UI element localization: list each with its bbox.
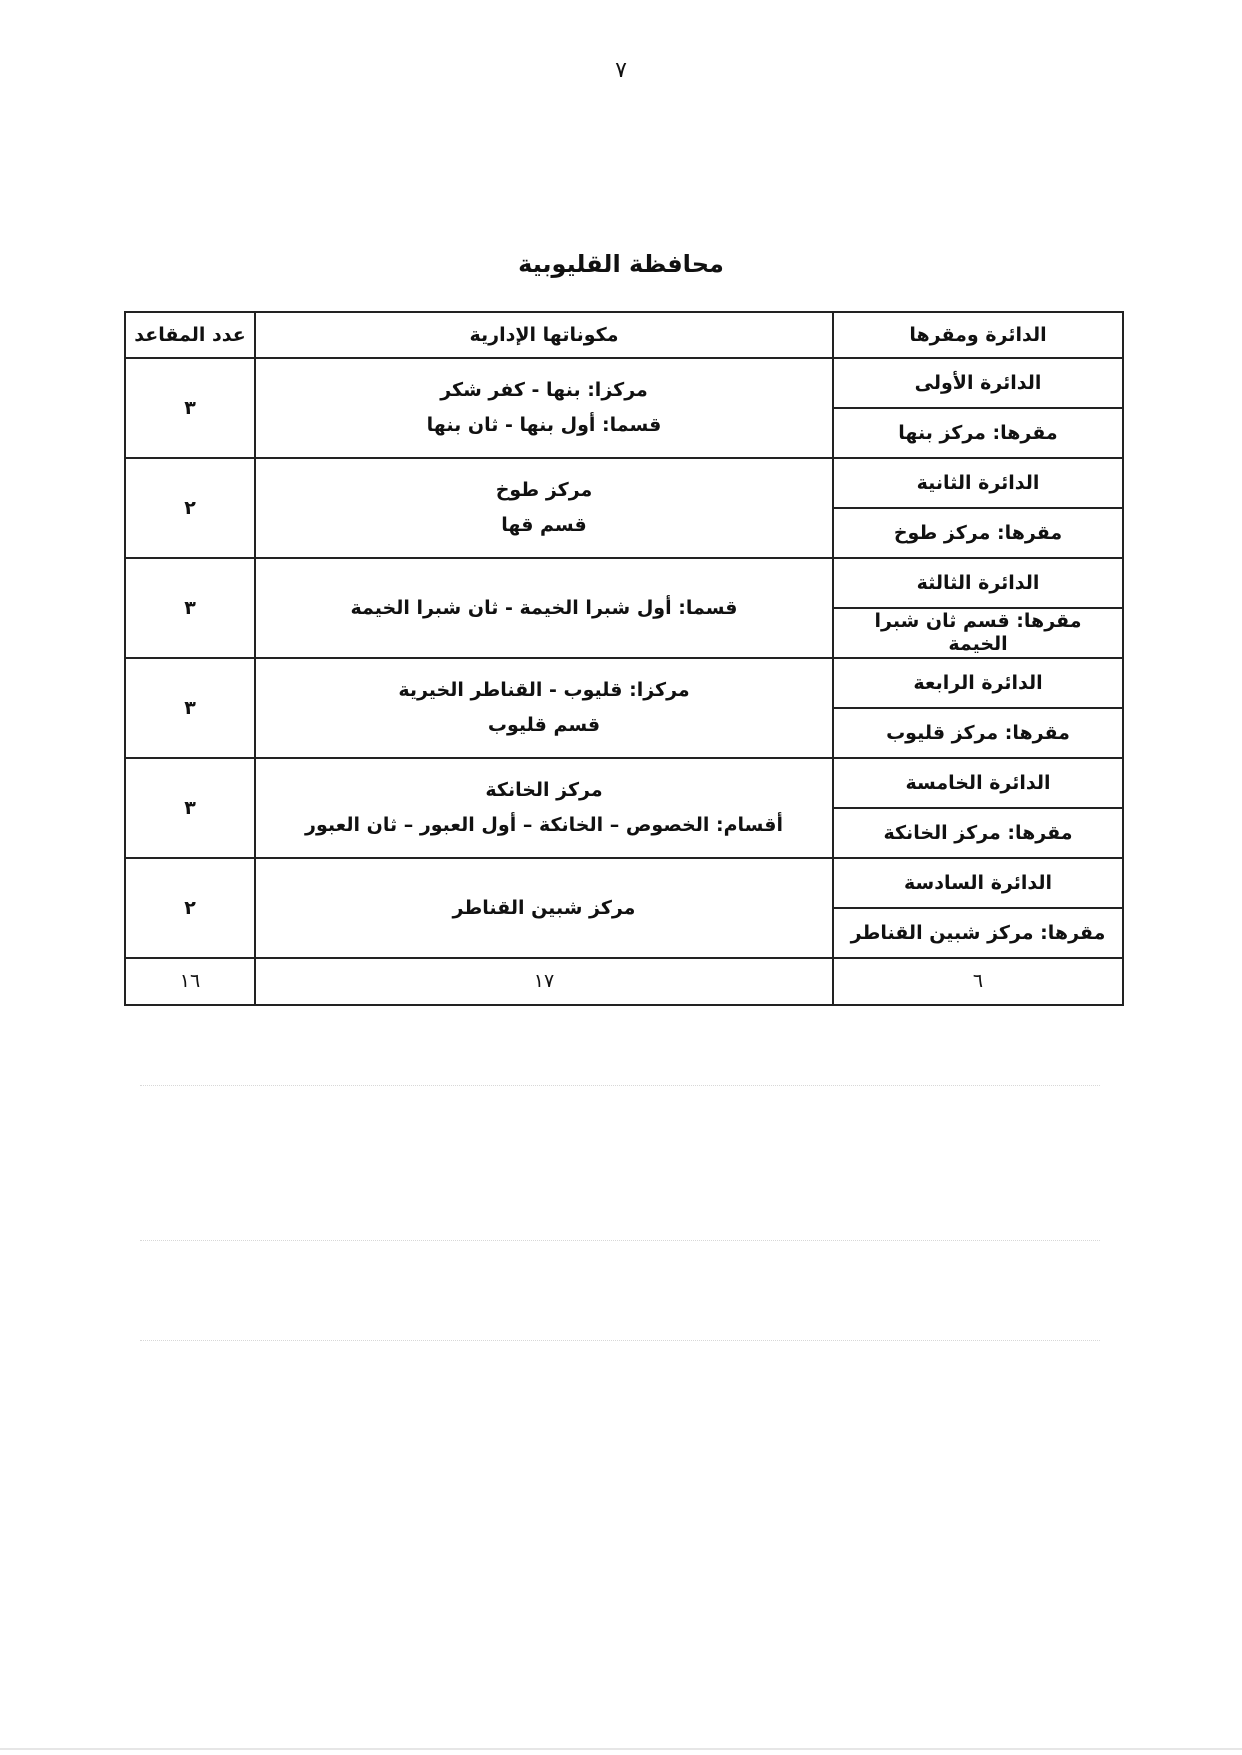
circuit-seats: ٢ [125,458,255,558]
table-row [125,558,1123,608]
circuit-hq: مقرها: مركز طوخ [833,508,1123,558]
total-circuits: ٦ [833,958,1123,1005]
circuit-hq: مقرها: قسم ثان شبرا الخيمة [833,608,1123,658]
total-components: ١٧ [255,958,833,1005]
circuit-hq: مقرها: مركز شبين القناطر [833,908,1123,958]
scan-speck-line [140,1340,1100,1342]
scan-speck-line [140,1240,1100,1242]
header-row [125,312,1123,358]
component-line: قسم قها [501,514,587,536]
circuit-name: الدائرة السادسة [833,858,1123,908]
scan-edge [0,1748,1242,1750]
circuit-name: الدائرة الثالثة [833,558,1123,608]
circuit-name: الدائرة الخامسة [833,758,1123,808]
scan-speck-line [140,1085,1100,1087]
circuit-components [255,458,833,558]
component-line: مركز طوخ [495,479,593,502]
circuit-seats: ٢ [125,858,255,958]
circuits-table-wrapper [124,311,1122,1006]
component-line: قسما: أول شبرا الخيمة - ثان شبرا الخيمة [350,596,738,619]
circuit-name: الدائرة الأولى [833,358,1123,408]
header-circuit: الدائرة ومقرها [833,312,1123,358]
table-row [125,858,1123,908]
circuit-seats: ٣ [125,658,255,758]
circuit-components [255,558,833,658]
page-number: ٧ [615,58,627,83]
component-line: مركزا: قليوب - القناطر الخيرية [398,679,690,702]
circuit-name: الدائرة الثانية [833,458,1123,508]
circuit-hq: مقرها: مركز قليوب [833,708,1123,758]
component-line: قسم قليوب [487,714,601,736]
totals-row [125,958,1123,1005]
table-row [125,658,1123,708]
page-title: محافظة القليوبية [518,250,724,278]
header-components: مكوناتها الإدارية [255,312,833,358]
circuit-components [255,858,833,958]
component-line: أقسام: الخصوص – الخانكة – أول العبور – ثان العبور [305,814,783,836]
header-seats: عدد المقاعد [125,312,255,358]
circuit-name: الدائرة الرابعة [833,658,1123,708]
table-row [125,358,1123,408]
circuit-seats: ٣ [125,558,255,658]
circuits-table [124,311,1124,1006]
total-seats: ١٦ [125,958,255,1005]
circuit-components [255,758,833,858]
component-line: مركز الخانكة [485,779,603,802]
component-line: مركز شبين القناطر [452,896,636,919]
table-row [125,458,1123,508]
circuit-components [255,658,833,758]
circuit-seats: ٣ [125,758,255,858]
component-line: قسما: أول بنها - ثان بنها [426,414,662,436]
circuit-components [255,358,833,458]
table-row [125,758,1123,808]
circuit-hq: مقرها: مركز الخانكة [833,808,1123,858]
table-body [125,358,1123,958]
component-line: مركزا: بنها - كفر شكر [440,379,648,402]
circuit-seats: ٣ [125,358,255,458]
circuit-hq: مقرها: مركز بنها [833,408,1123,458]
